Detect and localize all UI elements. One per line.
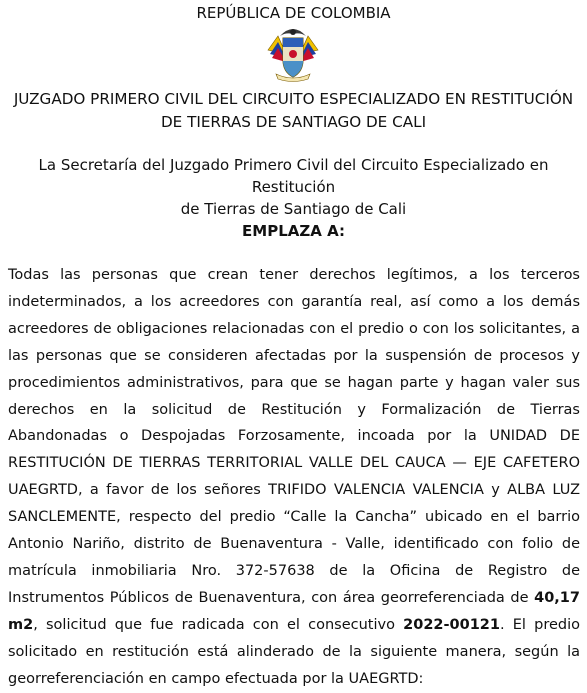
- court-name-line2: DE TIERRAS DE SANTIAGO DE CALI: [160, 113, 427, 131]
- body-text-part1: Todas las personas que crean tener derechos legítimos, a los terceros indeterminados, a los acreedores con garantía real, así como a los demás acreedores de obligaciones relacionadas con el predio o con los solicitantes, a las personas que se consideren afectadas por la suspensión de procesos y procedimientos administrativos, para que se hagan parte y hagan valer sus derechos en la solicitud de Restitución y Formalización de Tierras Abandonadas o Despojadas Forzosamente, incoada por la UNIDAD DE RESTITUCIÓN DE TIERRAS TERRITORIAL VALLE DEL CAUCA — EJE CAFETERO UAEGRTD, a favor de los señores TRIFIDO VALENCIA VALENCIA y ALBA LUZ SANCLEMENTE, respecto del predio “Calle la Cancha” ubicado en el barrio Antonio Nariño, distrito de Buenaventura - Valle, identificado con folio de matrícula inmobiliaria Nro. 372-57638 de la Oficina de Registro de Instrumentos Públicos de Buenaventura, con área georreferenciada de: [8, 267, 580, 606]
- secretary-intro-line2: de Tierras de Santiago de Cali: [180, 200, 407, 218]
- body-paragraph: [8, 262, 580, 693]
- secretary-intro-line1: La Secretaría del Juzgado Primero Civil del Circuito Especializado en Restitución: [38, 156, 549, 196]
- body-text-part2: , solicitud que fue radicada con el consecutivo: [33, 616, 404, 633]
- colombia-coat-of-arms-icon: [264, 24, 322, 82]
- secretary-intro: [0, 154, 587, 220]
- body-text-part3: . El predio solicitado en restitución está alinderado de la siguiente manera, según la georreferenciación en campo efectuada por la UAEGRTD:: [8, 616, 580, 687]
- emplaza-heading: EMPLAZA A:: [242, 222, 345, 240]
- court-name: [0, 88, 587, 134]
- radicado-number: 2022-00121: [403, 616, 500, 633]
- country-heading: REPÚBLICA DE COLOMBIA: [196, 4, 391, 22]
- court-name-line1: JUZGADO PRIMERO CIVIL DEL CIRCUITO ESPECIALIZADO EN RESTITUCIÓN: [13, 90, 574, 108]
- area-value: 40,17 m2: [8, 589, 580, 633]
